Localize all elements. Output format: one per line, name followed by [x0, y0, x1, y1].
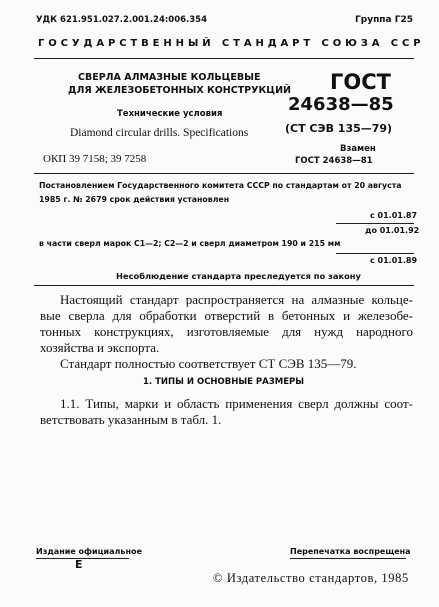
section-heading: 1. ТИПЫ И ОСНОВНЫЕ РАЗМЕРЫ [143, 377, 305, 387]
reprint-forbidden: Перепечатка воспрещена [290, 547, 411, 556]
date-to: до 01.01.92 [365, 226, 420, 235]
paragraph-1-line-4: хозяйства и экспорта. [40, 340, 160, 355]
drills-date: с 01.01.89 [370, 256, 418, 265]
replaces-value: ГОСТ 24638—81 [295, 156, 373, 166]
title-line-1: СВЕРЛА АЛМАЗНЫЕ КОЛЬЦЕВЫЕ [78, 72, 261, 83]
subtitle: Технические условия [117, 109, 223, 119]
okp-code: ОКП 39 7158; 39 7258 [43, 153, 147, 165]
gost-label: ГОСТ [330, 70, 391, 94]
reprint-forbidden-underline [290, 558, 406, 559]
english-title: Diamond circular drills. Specifications [70, 127, 249, 139]
copyright: © Издательство стандартов, 1985 [213, 571, 409, 585]
decree-line-1: Постановлением Государственного комитета СССР по стандартам от 20 августа [39, 181, 402, 190]
standard-banner: ГОСУДАРСТВЕННЫЙ СТАНДАРТ СОЮЗА ССР [38, 38, 425, 49]
decree-line-2: 1985 г. № 2679 срок действия установлен [39, 195, 230, 204]
paragraph-1-line-3: тонных конструкциях, изготовляемые для нужд народного [40, 324, 413, 339]
edition-letter: Е [75, 558, 83, 571]
paragraph-3-line-1: 1.1. Типы, марки и область применения сверл должны соот- [60, 396, 413, 411]
date-from: с 01.01.87 [370, 211, 418, 220]
paragraph-1-line-1: Настоящий стандарт распространяется на алмазные кольце- [60, 292, 413, 307]
gost-number: 24638—85 [288, 94, 394, 115]
title-rule [34, 173, 414, 174]
replaces-label: Взамен [340, 144, 376, 154]
paragraph-1-line-2: вые сверла для обработки отверстий в бетонных и железобе- [40, 308, 413, 323]
paragraph-3-line-2: ветствовать указанным в табл. 1. [40, 412, 222, 427]
paragraph-2: Стандарт полностью соответствует СТ СЭВ 135—79. [60, 356, 357, 371]
udk-code: УДК 621.951.027.2.001.24:006.354 [36, 15, 208, 25]
official-edition: Издание официальное [36, 547, 142, 556]
header-rule [34, 58, 414, 59]
drills-date-rule [336, 253, 414, 254]
decree-rule [34, 285, 414, 286]
drills-text: в части сверл марок С1—2; С2—2 и сверл диаметром 190 и 215 мм [39, 239, 341, 248]
group-code: Группа Г25 [355, 15, 413, 25]
st-sev-reference: (СТ СЭВ 135—79) [285, 122, 393, 135]
penalty-note: Несоблюдение стандарта преследуется по закону [116, 271, 361, 281]
title-line-2: ДЛЯ ЖЕЛЕЗОБЕТОННЫХ КОНСТРУКЦИЙ [68, 85, 291, 96]
date-from-rule [336, 223, 414, 224]
